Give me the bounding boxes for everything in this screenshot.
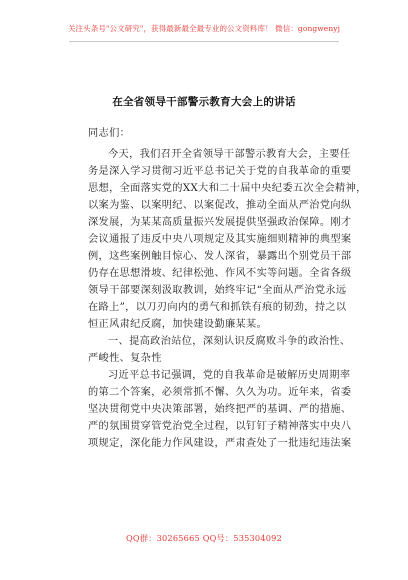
body-line: 在路上”，以刀刃向内的勇气和抓铁有痕的韧劲，持之以 — [88, 302, 347, 313]
header-promo-text: 关注头条号"公文研究"，获得最新最全最专业的公文资料库！ 微信：gongwenyj — [67, 24, 341, 33]
body-line: 思想，全面落实党的XX大和二十届中央纪委五次全会精神， — [88, 183, 367, 194]
body-line: 坚决贯彻党中央决策部署，始终把严的基调、严的措施、 — [88, 404, 352, 415]
footer-contact-text: QQ群：30265665 QQ号：535304092 — [126, 533, 282, 543]
body-line: 深发展，为某某高质量振兴发展提供坚强政治保障。刚才 — [88, 217, 352, 228]
body-line: 习近平总书记强调，党的自我革命是破解历史周期率 — [108, 370, 351, 381]
body-line: 今天，我们召开全省领导干部警示教育大会，主要任 — [108, 149, 351, 160]
body-line: 仍存在思想滑坡、纪律松弛、作风不实等问题。全省各级 — [88, 268, 352, 279]
body-line: 例，这些案例触目惊心、发人深省，暴露出个别党员干部 — [88, 251, 352, 262]
body-line: 领导干部要深刻汲取教训，始终牢记“全面从严治党永远 — [88, 285, 347, 296]
body-line: 务是深入学习贯彻习近平总书记关于党的自我革命的重要 — [88, 166, 352, 177]
body-line: 会议通报了违反中央八项规定及其实施细则精神的典型案 — [88, 234, 352, 245]
document-title: 在全省领导干部警示教育大会上的讲话 — [112, 96, 296, 108]
body-line: 的第二个答案，必须常抓不懈、久久为功。近年来，省委 — [88, 387, 352, 398]
body-line: 以案为鉴、以案明纪、以案促改，推动全面从严治党向纵 — [88, 200, 352, 211]
body-line: 严的氛围贯穿管党治党全过程，以钉钉子精神落实中央八 — [88, 421, 352, 432]
section-heading-line: 严峻性、复杂性 — [88, 353, 162, 364]
document-body — [88, 125, 367, 452]
body-line: 恒正风肃纪反腐，加快建设勤廉某某。 — [88, 319, 268, 330]
section-heading-line: 一、提高政治站位，深刻认识反腐败斗争的政治性、 — [108, 336, 351, 347]
header-divider — [69, 41, 339, 42]
greeting-line: 同志们： — [88, 128, 131, 139]
body-line: 项规定，深化能力作风建设，严肃查处了一批违纪违法案 — [88, 438, 352, 449]
